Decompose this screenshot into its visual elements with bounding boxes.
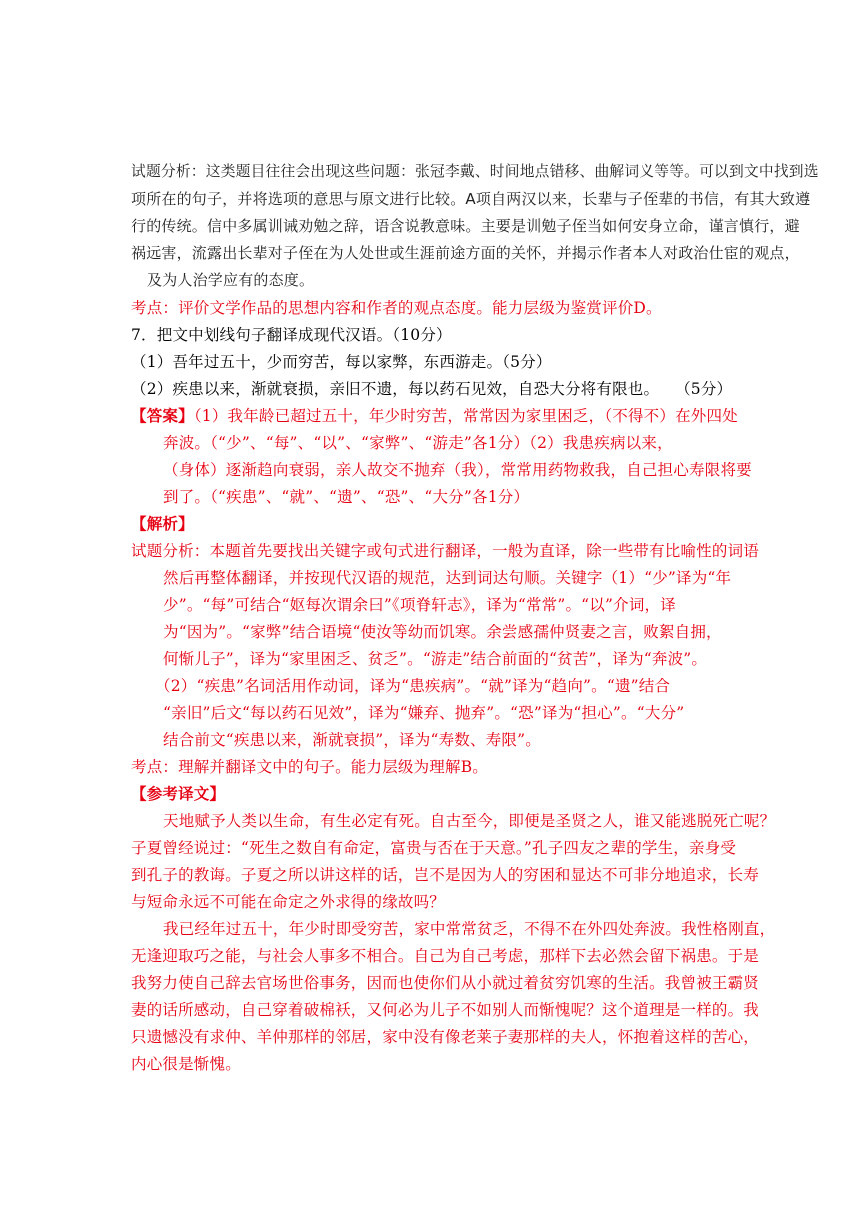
translation-p2-line-3: 我努力使自己辞去官场世俗事务，因而也使你们从小就过着贫穷饥寒的生活。我曾被王霸贤: [131, 974, 760, 992]
analysis-7-line-7: “亲旧”后文“每以药石见效”，译为“嫌弃、抛弃”。“恐”译为“担心”。“大分”: [163, 704, 685, 722]
translation-tag: 【参考译文】: [131, 784, 226, 803]
analysis-6-line-3: 行的传统。信中多属训诫劝勉之辞，语含说教意味。主要是训勉子侄当如何安身立命，谨言慎行，避: [131, 217, 800, 235]
translation-p1-line-2: 子夏曾经说过：“死生之数自有命定，富贵与否在于天意。”孔子四友之辈的学生，亲身受: [131, 839, 737, 857]
analysis-7-line-6: （2）“疾患”名词活用作动词，译为“患疾病”。“就”译为“趋向”。“遗”结合: [155, 677, 671, 695]
analysis-7-line-2: 然后再整体翻译，并按现代汉语的规范，达到词达句顺。关键字（1）“少”译为“年: [163, 569, 732, 587]
translation-p1-line-4: 与短命永远不可能在命定之外求得的缘故吗？: [131, 893, 446, 911]
answer-line-3: （身体）逐渐趋向衰弱，亲人故交不抛弃（我），常常用药物救我，自己担心寿限将要: [163, 461, 752, 479]
analysis-6-line-1: 试题分析：这类题目往往会出现这些问题：张冠李戴、时间地点错移、曲解词义等等。可以到文中找到选: [131, 163, 819, 180]
analysis-tag: 【解析】: [131, 514, 194, 533]
question-7-sub-1: （1）吾年过五十，少而穷苦，每以家弊，东西游走。（5分）: [131, 353, 552, 371]
answer-line-1-wrap: [131, 403, 738, 430]
analysis-7-line-1: 试题分析：本题首先要找出关键字或句式进行翻译，一般为直译，除一些带有比喻性的词语: [131, 542, 760, 560]
question-7-title: 7．把文中划线句子翻译成现代汉语。（10分）: [131, 326, 452, 344]
translation-p2-line-4: 妻的话所感动，自己穿着破棉袄，又何必为儿子不如别人而惭愧呢？这个道理是一样的。我: [131, 1001, 760, 1019]
analysis-7-line-4: 为“因为”。“家弊”结合语境“使汝等幼而饥寒。余尝感孺仲贤妻之言，败絮自拥，: [163, 623, 722, 641]
analysis-6-line-2: 项所在的句子，并将选项的意思与原文进行比较。A项自两汉以来，长辈与子侄辈的书信，有其大致遵: [131, 190, 811, 208]
answer-tag: 【答案】: [131, 406, 194, 425]
translation-p2-line-5: 只遗憾没有求仲、羊仲那样的邻居，家中没有像老莱子妻那样的夫人，怀抱着这样的苦心，: [131, 1028, 760, 1046]
question-7-sub-2: （2）疾患以来，渐就衰损，亲旧不遗，每以药石见效，自恐大分将有限也。 （5分）: [131, 380, 733, 398]
answer-line-2: 奔波。（“少”、“每”、“以”、“家弊”、“游走”各1分）（2）我患疾病以来，: [163, 434, 673, 452]
answer-line-1: （1）我年龄已超过五十，年少时穷苦，常常因为家里困乏，（不得不）在外四处: [193, 407, 738, 425]
translation-p2-line-6: 内心很是惭愧。: [131, 1055, 241, 1073]
analysis-6-point: 考点：评价文学作品的思想内容和作者的观点态度。能力层级为鉴赏评价D。: [131, 299, 662, 317]
translation-p1-line-3: 到孔子的教诲。子夏之所以讲这样的话，岂不是因为人的穷困和显达不可非分地追求，长寿: [131, 866, 760, 884]
analysis-7-line-3: 少”。“每”可结合“妪每次谓余曰”《项脊轩志》，译为“常常”。“以”介词，译: [163, 596, 676, 614]
answer-line-4: 到了。（“疾患”、“就”、“遗”、“恐”、“大分”各1分）: [163, 488, 530, 506]
analysis-7-line-5: 何惭儿子”，译为“家里困乏、贫乏”。“游走”结合前面的“贫苦”，译为“奔波”。: [163, 650, 708, 668]
translation-p1-line-1: 天地赋予人类以生命，有生必定有死。自古至今，即便是圣贤之人，谁又能逃脱死亡呢？: [163, 812, 776, 830]
analysis-7-point: 考点：理解并翻译文中的句子。能力层级为理解B。: [131, 758, 488, 776]
analysis-6-line-5: 及为人治学应有的态度。: [147, 271, 315, 289]
analysis-7-line-8: 结合前文“疾患以来，渐就衰损”，译为“寿数、寿限”。: [163, 731, 541, 749]
analysis-6-line-4: 祸远害，流露出长辈对子侄在为人处世或生涯前途方面的关怀，并揭示作者本人对政治仕宦的观点，: [131, 244, 800, 262]
translation-p2-line-1: 我已经年过五十，年少时即受穷苦，家中常常贫乏，不得不在外四处奔波。我性格刚直，: [163, 920, 776, 938]
translation-p2-line-2: 无逢迎取巧之能，与社会人事多不相合。自己为自己考虑，那样下去必然会留下祸患。于是: [131, 947, 760, 965]
